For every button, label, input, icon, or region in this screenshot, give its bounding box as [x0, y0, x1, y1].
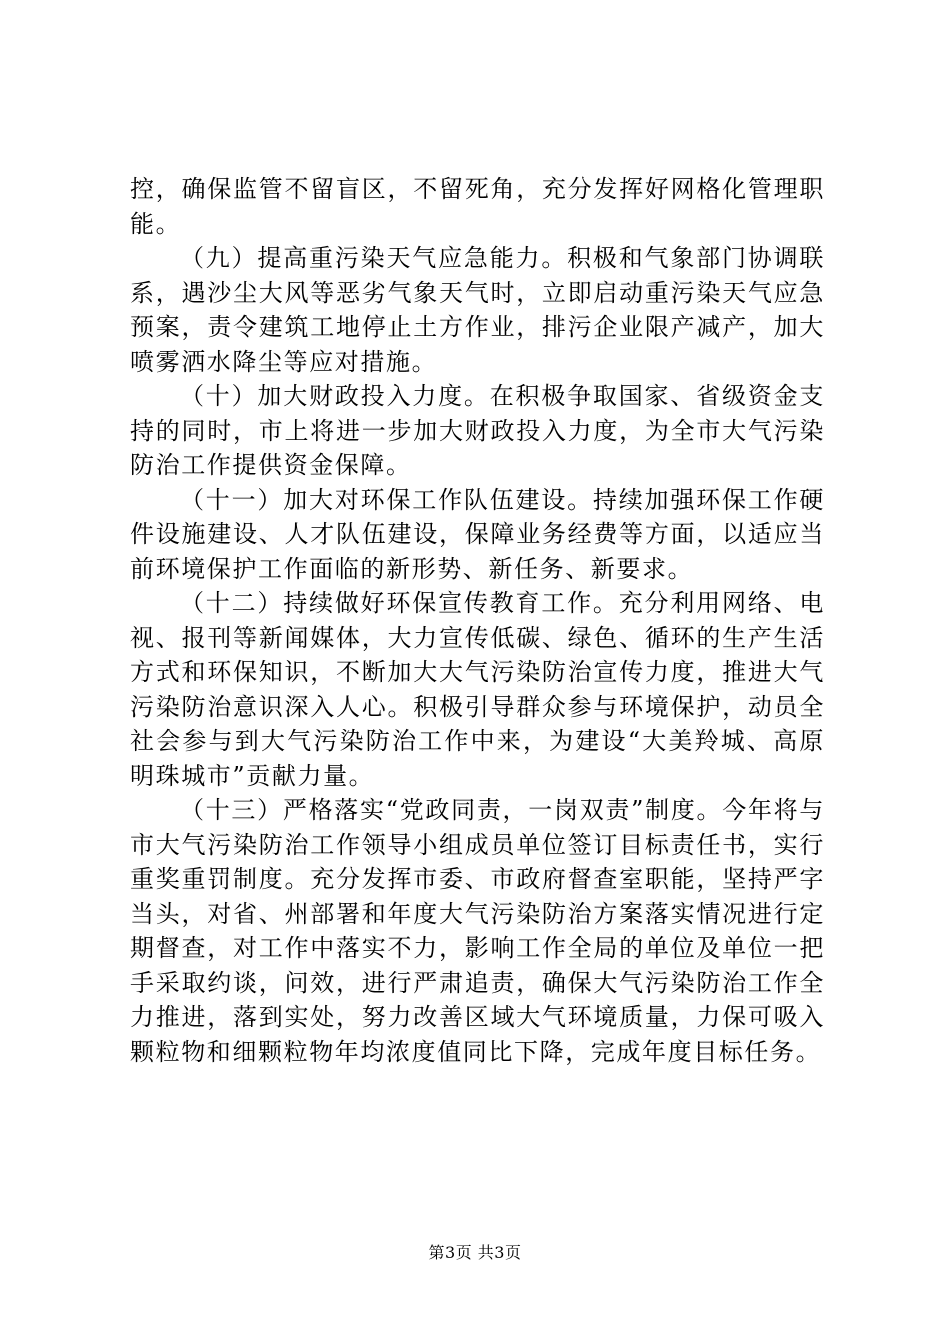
paragraph-item-10: （十）加大财政投入力度。在积极争取国家、省级资金支持的同时，市上将进一步加大财政投入力度，为全市大气污染防治工作提供资金保障。: [130, 382, 825, 479]
paragraph-item-11: （十一）加大对环保工作队伍建设。持续加强环保工作硬件设施建设、人才队伍建设，保障业务经费等方面，以适应当前环境保护工作面临的新形势、新任务、新要求。: [130, 485, 825, 583]
paragraph-continuation: 控，确保监管不留盲区，不留死角，充分发挥好网格化管理职能。: [130, 175, 825, 238]
page-footer: 第3页 共3页: [428, 1243, 522, 1262]
document-body: [130, 172, 825, 1069]
paragraph-item-12: （十二）持续做好环保宣传教育工作。充分利用网络、电视、报刊等新闻媒体，大力宣传低碳、绿色、循环的生产生活方式和环保知识，不断加大大气污染防治宣传力度，推进大气污染防治意识深入人心。积极引导群众参与环境保护，动员全社会参与到大气污染防治工作中来，为建设“大美羚城、高原明珠城市”贡献力量。: [130, 589, 825, 790]
paragraph-item-9: （九）提高重污染天气应急能力。积极和气象部门协调联系，遇沙尘大风等恶劣气象天气时，立即启动重污染天气应急预案，责令建筑工地停止土方作业，排污企业限产减产，加大喷雾洒水降尘等应对措施。: [130, 244, 825, 376]
paragraph-item-13: （十三）严格落实“党政同责，一岗双责”制度。今年将与市大气污染防治工作领导小组成员单位签订目标责任书，实行重奖重罚制度。充分发挥市委、市政府督查室职能，坚持严字当头，对省、州部署和年度大气污染防治方案落实情况进行定期督查，对工作中落实不力，影响工作全局的单位及单位一把手采取约谈，问效，进行严肃追责，确保大气污染防治工作全力推进，落到实处，努力改善区域大气环境质量，力保可吸入颗粒物和细颗粒物年均浓度值同比下降，完成年度目标任务。: [130, 796, 825, 1066]
